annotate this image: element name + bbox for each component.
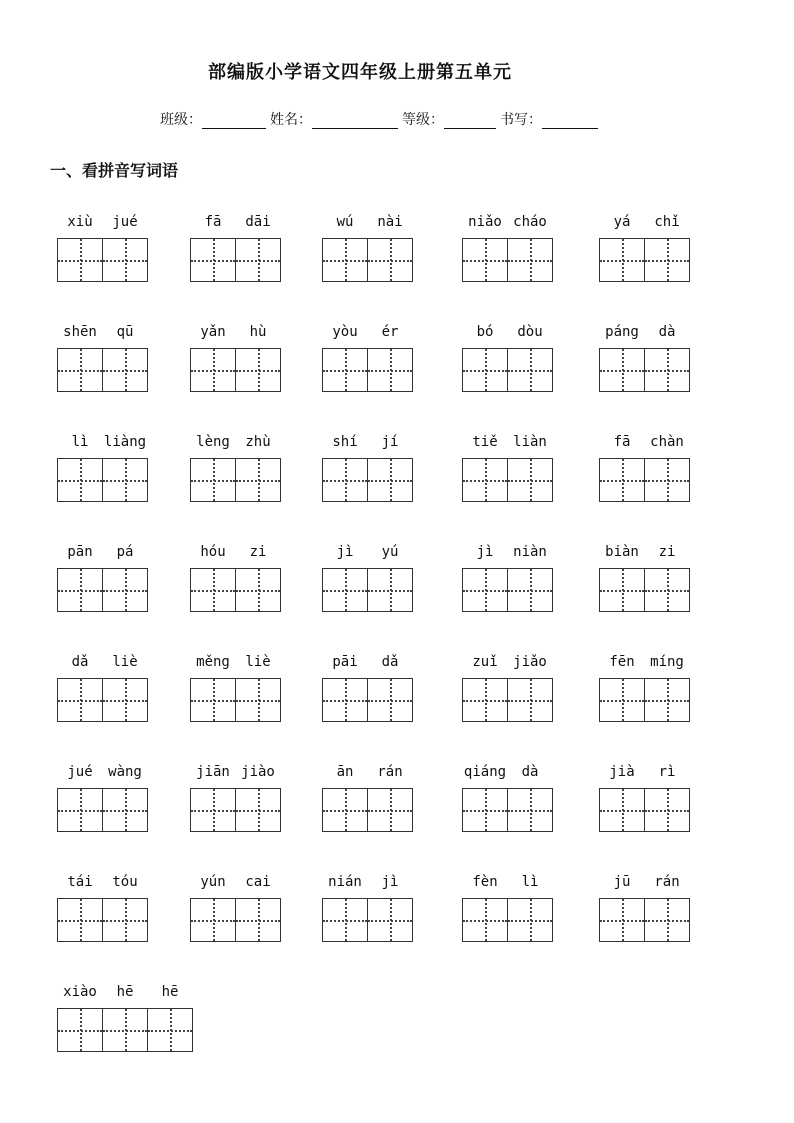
tian-zi-ge-cell[interactable]	[235, 678, 281, 722]
writing-boxes	[57, 1008, 193, 1052]
pinyin-syllable: dà	[658, 324, 676, 340]
tian-zi-ge-cell[interactable]	[599, 458, 645, 502]
writing-boxes	[462, 458, 553, 502]
pinyin-syllable: yǎn	[200, 324, 226, 340]
tian-zi-ge-cell[interactable]	[644, 788, 690, 832]
tian-zi-ge-cell[interactable]	[507, 458, 553, 502]
writing-boxes	[57, 678, 148, 722]
writing-boxes	[462, 348, 553, 392]
writing-boxes	[322, 568, 413, 612]
writing-boxes	[322, 458, 413, 502]
pinyin-syllable: liè	[245, 654, 271, 670]
pinyin-syllable: lì	[521, 874, 539, 890]
tian-zi-ge-cell[interactable]	[644, 568, 690, 612]
tian-zi-ge-cell[interactable]	[507, 898, 553, 942]
pinyin-syllable: niǎo	[468, 214, 502, 230]
pinyin-syllable: rì	[658, 764, 676, 780]
writing-boxes	[599, 458, 690, 502]
tian-zi-ge-cell[interactable]	[190, 348, 236, 392]
tian-zi-ge-cell[interactable]	[507, 678, 553, 722]
pinyin-syllable: ér	[381, 324, 399, 340]
student-info-line	[160, 109, 602, 129]
writing-boxes	[190, 238, 281, 282]
writing-boxes	[599, 568, 690, 612]
pinyin-syllable: liè	[112, 654, 138, 670]
writing-boxes	[190, 568, 281, 612]
writing-boxes	[322, 788, 413, 832]
info-blank-line[interactable]	[542, 114, 598, 129]
pinyin-syllable: dǎ	[381, 654, 399, 670]
pinyin-syllable: biàn	[605, 544, 639, 560]
writing-boxes	[599, 348, 690, 392]
tian-zi-ge-cell[interactable]	[235, 458, 281, 502]
pinyin-syllable: dǎ	[71, 654, 89, 670]
pinyin-syllable: hù	[249, 324, 267, 340]
info-label: 姓名：	[270, 112, 312, 128]
writing-boxes	[322, 678, 413, 722]
tian-zi-ge-cell[interactable]	[599, 788, 645, 832]
pinyin-syllable: nài	[377, 214, 403, 230]
pinyin-syllable: zi	[249, 544, 267, 560]
pinyin-syllable: jià	[609, 764, 635, 780]
tian-zi-ge-cell[interactable]	[235, 898, 281, 942]
tian-zi-ge-cell[interactable]	[102, 1008, 148, 1052]
tian-zi-ge-cell[interactable]	[190, 898, 236, 942]
pinyin-syllable: jiǎo	[513, 654, 547, 670]
pinyin-syllable: tiě	[472, 434, 498, 450]
tian-zi-ge-cell[interactable]	[102, 238, 148, 282]
info-blank-line[interactable]	[312, 114, 398, 129]
pinyin-syllable: jué	[112, 214, 138, 230]
tian-zi-ge-cell[interactable]	[367, 678, 413, 722]
tian-zi-ge-cell[interactable]	[367, 348, 413, 392]
writing-boxes	[57, 788, 148, 832]
tian-zi-ge-cell[interactable]	[644, 678, 690, 722]
tian-zi-ge-cell[interactable]	[507, 568, 553, 612]
writing-boxes	[57, 348, 148, 392]
tian-zi-ge-cell[interactable]	[235, 568, 281, 612]
writing-boxes	[599, 238, 690, 282]
pinyin-syllable: jì	[381, 874, 399, 890]
pinyin-syllable: xiù	[67, 214, 93, 230]
tian-zi-ge-cell[interactable]	[507, 238, 553, 282]
tian-zi-ge-cell[interactable]	[322, 568, 368, 612]
tian-zi-ge-cell[interactable]	[322, 788, 368, 832]
pinyin-syllable: hóu	[200, 544, 226, 560]
pinyin-syllable: wú	[336, 214, 354, 230]
tian-zi-ge-cell[interactable]	[462, 678, 508, 722]
pinyin-syllable: xiào	[63, 984, 97, 1000]
tian-zi-ge-cell[interactable]	[235, 348, 281, 392]
pinyin-syllable: yá	[613, 214, 631, 230]
tian-zi-ge-cell[interactable]	[190, 678, 236, 722]
tian-zi-ge-cell[interactable]	[367, 898, 413, 942]
tian-zi-ge-cell[interactable]	[57, 788, 103, 832]
pinyin-syllable: lì	[71, 434, 89, 450]
tian-zi-ge-cell[interactable]	[599, 678, 645, 722]
pinyin-syllable: fēn	[609, 654, 635, 670]
pinyin-syllable: páng	[605, 324, 639, 340]
writing-boxes	[190, 788, 281, 832]
pinyin-syllable: pá	[116, 544, 134, 560]
tian-zi-ge-cell[interactable]	[644, 898, 690, 942]
tian-zi-ge-cell[interactable]	[57, 348, 103, 392]
tian-zi-ge-cell[interactable]	[102, 678, 148, 722]
pinyin-syllable: pāi	[332, 654, 358, 670]
tian-zi-ge-cell[interactable]	[644, 348, 690, 392]
pinyin-syllable: yòu	[332, 324, 358, 340]
pinyin-syllable: niàn	[513, 544, 547, 560]
writing-boxes	[599, 788, 690, 832]
pinyin-syllable: yú	[381, 544, 399, 560]
tian-zi-ge-cell[interactable]	[57, 678, 103, 722]
pinyin-syllable: hē	[161, 984, 179, 1000]
tian-zi-ge-cell[interactable]	[462, 458, 508, 502]
writing-boxes	[599, 678, 690, 722]
tian-zi-ge-cell[interactable]	[367, 568, 413, 612]
pinyin-syllable: rán	[654, 874, 680, 890]
tian-zi-ge-cell[interactable]	[322, 898, 368, 942]
pinyin-syllable: rán	[377, 764, 403, 780]
tian-zi-ge-cell[interactable]	[462, 568, 508, 612]
pinyin-syllable: dà	[521, 764, 539, 780]
section-title: 一、看拼音写词语	[50, 161, 179, 180]
tian-zi-ge-cell[interactable]	[507, 788, 553, 832]
pinyin-syllable: jì	[336, 544, 354, 560]
writing-boxes	[57, 898, 148, 942]
pinyin-syllable: pān	[67, 544, 93, 560]
tian-zi-ge-cell[interactable]	[102, 898, 148, 942]
writing-boxes	[57, 238, 148, 282]
tian-zi-ge-cell[interactable]	[235, 238, 281, 282]
pinyin-syllable: bó	[476, 324, 494, 340]
tian-zi-ge-cell[interactable]	[462, 348, 508, 392]
writing-boxes	[190, 678, 281, 722]
pinyin-syllable: míng	[650, 654, 684, 670]
pinyin-syllable: liàn	[513, 434, 547, 450]
writing-boxes	[190, 898, 281, 942]
writing-boxes	[322, 238, 413, 282]
tian-zi-ge-cell[interactable]	[322, 238, 368, 282]
info-label: 等级：	[402, 112, 444, 128]
pinyin-syllable: jiào	[241, 764, 275, 780]
pinyin-syllable: fā	[204, 214, 222, 230]
pinyin-syllable: dòu	[517, 324, 543, 340]
tian-zi-ge-cell[interactable]	[599, 568, 645, 612]
worksheet-title: 部编版小学语文四年级上册第五单元	[208, 62, 512, 83]
pinyin-syllable: fā	[613, 434, 631, 450]
pinyin-syllable: jí	[381, 434, 399, 450]
tian-zi-ge-cell[interactable]	[190, 458, 236, 502]
writing-boxes	[322, 348, 413, 392]
tian-zi-ge-cell[interactable]	[190, 238, 236, 282]
writing-boxes	[462, 568, 553, 612]
tian-zi-ge-cell[interactable]	[190, 568, 236, 612]
pinyin-syllable: ān	[336, 764, 354, 780]
tian-zi-ge-cell[interactable]	[102, 568, 148, 612]
tian-zi-ge-cell[interactable]	[367, 458, 413, 502]
tian-zi-ge-cell[interactable]	[102, 788, 148, 832]
writing-boxes	[57, 568, 148, 612]
tian-zi-ge-cell[interactable]	[57, 238, 103, 282]
tian-zi-ge-cell[interactable]	[57, 898, 103, 942]
writing-boxes	[190, 348, 281, 392]
pinyin-syllable: zi	[658, 544, 676, 560]
tian-zi-ge-cell[interactable]	[322, 678, 368, 722]
tian-zi-ge-cell[interactable]	[322, 458, 368, 502]
pinyin-syllable: jiān	[196, 764, 230, 780]
writing-boxes	[57, 458, 148, 502]
pinyin-syllable: měng	[196, 654, 230, 670]
tian-zi-ge-cell[interactable]	[57, 458, 103, 502]
pinyin-syllable: chàn	[650, 434, 684, 450]
tian-zi-ge-cell[interactable]	[190, 788, 236, 832]
writing-boxes	[190, 458, 281, 502]
tian-zi-ge-cell[interactable]	[102, 458, 148, 502]
info-blank-line[interactable]	[444, 114, 496, 129]
pinyin-syllable: chǐ	[654, 214, 680, 230]
tian-zi-ge-cell[interactable]	[462, 238, 508, 282]
tian-zi-ge-cell[interactable]	[599, 348, 645, 392]
pinyin-syllable: tái	[67, 874, 93, 890]
pinyin-syllable: jū	[613, 874, 631, 890]
tian-zi-ge-cell[interactable]	[235, 788, 281, 832]
info-blank-line[interactable]	[202, 114, 266, 129]
pinyin-syllable: zuǐ	[472, 654, 498, 670]
writing-boxes	[599, 898, 690, 942]
pinyin-syllable: cai	[245, 874, 271, 890]
pinyin-syllable: qū	[116, 324, 134, 340]
tian-zi-ge-cell[interactable]	[599, 238, 645, 282]
pinyin-syllable: tóu	[112, 874, 138, 890]
pinyin-syllable: hē	[116, 984, 134, 1000]
writing-boxes	[462, 788, 553, 832]
pinyin-syllable: jì	[476, 544, 494, 560]
pinyin-syllable: liàng	[103, 434, 147, 450]
tian-zi-ge-cell[interactable]	[322, 348, 368, 392]
pinyin-syllable: shí	[332, 434, 358, 450]
tian-zi-ge-cell[interactable]	[507, 348, 553, 392]
tian-zi-ge-cell[interactable]	[599, 898, 645, 942]
tian-zi-ge-cell[interactable]	[462, 788, 508, 832]
tian-zi-ge-cell[interactable]	[147, 1008, 193, 1052]
tian-zi-ge-cell[interactable]	[644, 458, 690, 502]
tian-zi-ge-cell[interactable]	[367, 788, 413, 832]
info-label: 书写：	[500, 112, 542, 128]
pinyin-syllable: fèn	[472, 874, 498, 890]
writing-boxes	[462, 678, 553, 722]
writing-boxes	[462, 238, 553, 282]
tian-zi-ge-cell[interactable]	[462, 898, 508, 942]
tian-zi-ge-cell[interactable]	[102, 348, 148, 392]
tian-zi-ge-cell[interactable]	[367, 238, 413, 282]
pinyin-syllable: cháo	[513, 214, 547, 230]
pinyin-syllable: zhù	[245, 434, 271, 450]
pinyin-syllable: lèng	[196, 434, 230, 450]
pinyin-syllable: dāi	[245, 214, 271, 230]
writing-boxes	[462, 898, 553, 942]
pinyin-syllable: wàng	[108, 764, 142, 780]
writing-boxes	[322, 898, 413, 942]
pinyin-syllable: qiáng	[463, 764, 507, 780]
pinyin-syllable: nián	[328, 874, 362, 890]
pinyin-syllable: jué	[67, 764, 93, 780]
pinyin-syllable: yún	[200, 874, 226, 890]
tian-zi-ge-cell[interactable]	[57, 568, 103, 612]
tian-zi-ge-cell[interactable]	[57, 1008, 103, 1052]
tian-zi-ge-cell[interactable]	[644, 238, 690, 282]
info-label: 班级：	[160, 112, 202, 128]
pinyin-syllable: shēn	[63, 324, 97, 340]
